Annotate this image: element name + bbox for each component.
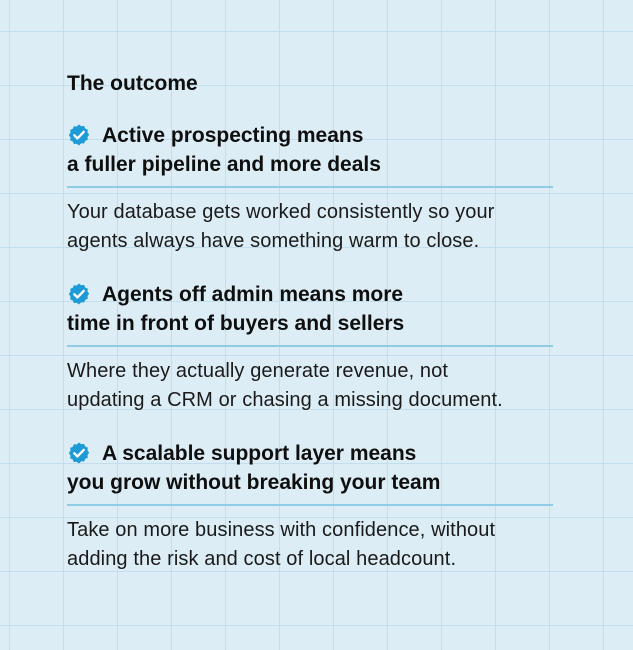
outcome-description-line: Where they actually generate revenue, not	[67, 360, 448, 382]
section-heading: The outcome	[67, 72, 198, 95]
outcome-description	[67, 198, 567, 256]
outcome-title	[67, 439, 553, 506]
outcome-description-line: agents always have something warm to close.	[67, 230, 480, 252]
outcome-title	[67, 121, 553, 188]
outcome-description-line: updating a CRM or chasing a missing document.	[67, 389, 503, 411]
outcome-title-line	[67, 121, 553, 150]
outcome-description-line: Your database gets worked consistently so your	[67, 201, 495, 223]
outcome-description-line: adding the risk and cost of local headcount.	[67, 548, 457, 570]
outcome-title-line: time in front of buyers and sellers	[67, 312, 405, 335]
outcome-title-line	[67, 280, 553, 309]
check-badge-icon	[67, 123, 91, 147]
outcome-item	[67, 280, 567, 415]
outcome-description	[67, 357, 567, 415]
check-badge-icon	[67, 441, 91, 465]
check-badge-icon	[67, 282, 91, 306]
outcome-item	[67, 439, 567, 574]
outcome-item	[67, 121, 567, 256]
outcome-title-text: A scalable support layer means	[102, 442, 417, 465]
outcome-title	[67, 280, 553, 347]
outcome-title-line: you grow without breaking your team	[67, 471, 441, 494]
outcome-description-line: Take on more business with confidence, without	[67, 519, 496, 541]
outcome-section	[67, 70, 567, 598]
outcome-title-line: a fuller pipeline and more deals	[67, 153, 381, 176]
outcome-description	[67, 516, 567, 574]
outcome-title-text: Agents off admin means more	[102, 283, 404, 306]
outcome-title-line	[67, 439, 553, 468]
outcome-title-text: Active prospecting means	[102, 124, 364, 147]
